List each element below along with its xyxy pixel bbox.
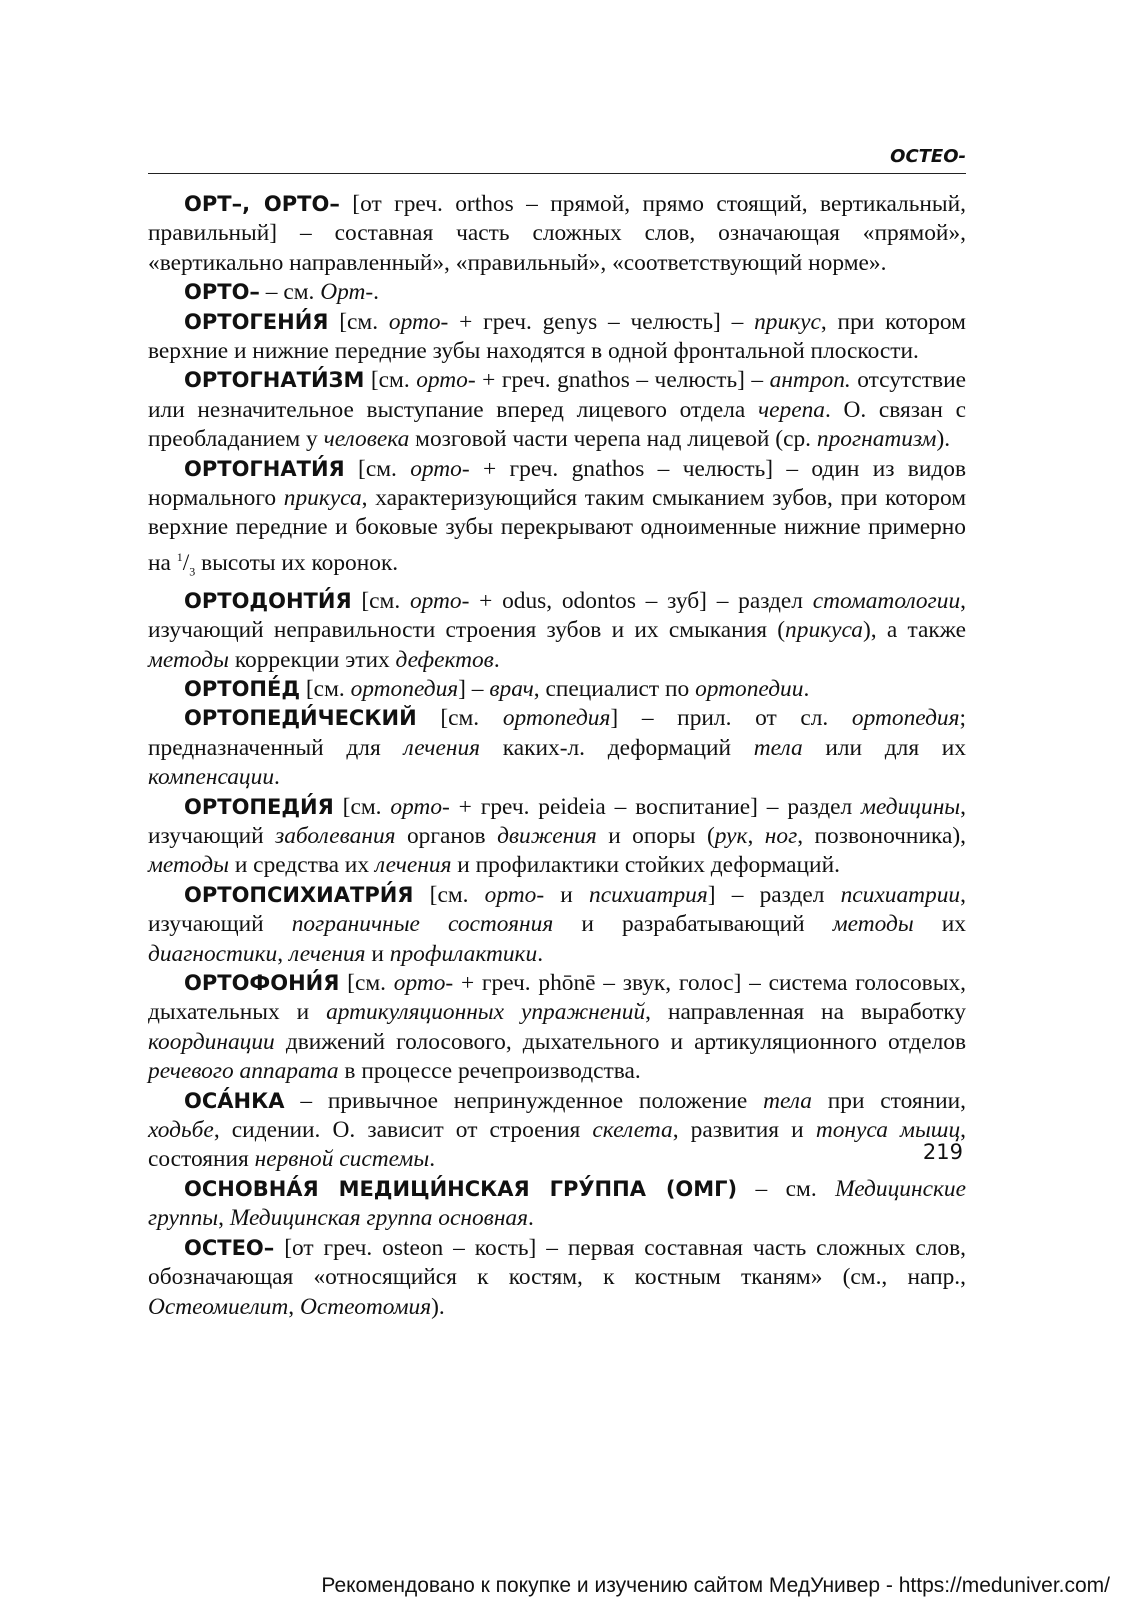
- entry-text: ; предназначенный для: [148, 705, 966, 761]
- entry-text: [см.: [333, 793, 391, 820]
- entry-text: , изучающий: [148, 881, 966, 938]
- italic-term: ортопедия: [350, 675, 459, 702]
- italic-term: Орт-: [320, 279, 374, 306]
- entry-text: , изучающий: [148, 793, 966, 849]
- entry-text: [от греч. osteon – кость] – первая составная часть сложных слов, обозначающая «относящийся к костям, к костным тканям» (см., напр.,: [148, 1234, 966, 1291]
- italic-term: антроп.: [769, 367, 851, 394]
- entry-text: [см.: [413, 881, 485, 908]
- italic-term: медицины: [861, 793, 961, 820]
- entry-text: , состояния: [148, 1117, 966, 1173]
- italic-term: пограничные состояния: [291, 911, 554, 938]
- entry-text: в процессе речепроизводства.: [338, 1058, 641, 1085]
- italic-term: орто-: [484, 881, 545, 908]
- entry-text: ), а также: [862, 617, 967, 644]
- italic-term: ходьбе: [148, 1117, 214, 1144]
- italic-term: Остеомиелит: [148, 1293, 289, 1320]
- entry-text: органов: [395, 823, 498, 849]
- entry-text: ).: [431, 1293, 445, 1320]
- entry-headword: ОРТОДОНТИ́Я: [184, 588, 352, 613]
- page-number: 219: [922, 1140, 963, 1164]
- entry-osanka: [148, 1087, 966, 1175]
- entry-text: , сидении. О. зависит от строения: [213, 1117, 593, 1144]
- entry-headword: ОРТОПСИХИАТРИ́Я: [184, 882, 414, 907]
- italic-term: черепа: [757, 396, 825, 423]
- italic-term: психиатрии: [840, 881, 961, 908]
- entry-text: – привычное непринужденное положение: [284, 1087, 764, 1114]
- entry-text: ,: [277, 940, 289, 967]
- footer-note: Рекомендовано к покупке и изучению сайтом МедУнивер - https://meduniver.com/: [321, 1574, 1110, 1597]
- italic-term: дефектов: [395, 646, 494, 673]
- italic-term: орто-: [388, 308, 449, 335]
- entry-text: + греч. phōnē – звук, голос] – система голосовых, дыхательных и: [148, 970, 966, 1026]
- italic-term: ортопедия: [851, 705, 960, 732]
- entry-text: .: [429, 1146, 436, 1173]
- italic-term: компенсации: [148, 764, 275, 791]
- entry-ortopedicheskiy: [148, 704, 966, 792]
- italic-term: ног: [764, 823, 798, 849]
- entry-omg: [148, 1175, 966, 1234]
- entry-text: ).: [936, 426, 951, 453]
- entry-ortopsihiatriya: [148, 881, 966, 969]
- running-head: [148, 143, 966, 174]
- entry-text: [см.: [339, 970, 394, 997]
- entry-text: .: [528, 1205, 534, 1232]
- entry-text: , характеризующийся таким смыканием зубов, при котором верхние передние и боковые зубы перекрывают одноименные нижние примерно на: [148, 485, 966, 576]
- italic-term: орто-: [393, 970, 454, 997]
- italic-term: движения: [497, 823, 597, 849]
- entry-text: каких-л. деформаций: [480, 734, 754, 761]
- entry-headword: ОРТОГНАТИ́Я: [184, 456, 345, 481]
- italic-term: психиатрия: [589, 881, 708, 908]
- italic-term: лечения: [403, 734, 481, 761]
- entry-headword: ОРТОПЕ́Д: [184, 676, 301, 701]
- entry-osteo: [148, 1234, 966, 1322]
- entry-text: и: [544, 881, 590, 908]
- entry-headword: ОРТО–: [184, 280, 260, 305]
- italic-term: лечения: [288, 940, 366, 967]
- italic-term: прогнатизм: [816, 426, 937, 453]
- entry-text: высоты их коронок.: [195, 549, 399, 576]
- entry-text: [см.: [364, 367, 417, 394]
- italic-term: орто-: [409, 587, 470, 614]
- italic-term: врач: [489, 675, 534, 702]
- entry-text: их: [913, 911, 966, 938]
- entry-text: , развития и: [672, 1117, 816, 1144]
- italic-term: рук: [714, 823, 748, 849]
- entry-text: .: [803, 675, 810, 702]
- entry-headword: ОРТОПЕДИ́Я: [184, 794, 334, 819]
- entry-text: ,: [218, 1205, 230, 1232]
- entry-text: . О. связан с преобладанием у: [148, 396, 967, 453]
- entry-text: + греч. gnathos – челюсть] – один из видов нормального: [148, 455, 966, 512]
- entry-ort: [148, 190, 966, 278]
- entry-text: ,: [747, 823, 765, 849]
- italic-term: профилактики: [389, 940, 538, 967]
- entry-ortodontiya: [148, 587, 966, 675]
- italic-term: координации: [148, 1028, 275, 1055]
- italic-term: артикуляционных упражнений: [326, 999, 646, 1026]
- entry-headword: ОРТОГНАТИ́ЗМ: [184, 368, 365, 393]
- entry-text: [см.: [351, 587, 410, 614]
- entry-ortogeniya: [148, 308, 966, 367]
- entry-text: , специалист по: [533, 675, 696, 702]
- fraction-denominator: 3: [189, 564, 196, 579]
- entry-text: .: [274, 764, 280, 791]
- entry-text: коррекции этих: [228, 646, 396, 673]
- italic-term: прикуса: [785, 617, 863, 644]
- italic-term: ортопедия: [502, 705, 611, 732]
- italic-term: орто-: [410, 455, 470, 482]
- entry-text: , изучающий неправильности строения зубов и их смыкания (: [148, 587, 966, 644]
- entry-text: [от греч. orthos – прямой, прямо стоящий, вертикальный, правильный] – составная часть сложных слов, означающая «прямой», «вертикально направленный», «правильный», «соответствующий норме».: [148, 191, 966, 276]
- entry-text: движений голосового, дыхательного и артикуляционного отделов: [274, 1028, 966, 1055]
- entry-headword: ОСТЕО–: [184, 1235, 275, 1260]
- entry-headword: ОСНОВНА́Я МЕДИЦИ́НСКАЯ ГРУ́ППА (ОМГ): [184, 1176, 738, 1201]
- entry-text: [см.: [300, 675, 351, 702]
- entry-text: [см.: [328, 308, 389, 335]
- italic-term: лечения: [374, 852, 452, 879]
- italic-term: стоматологии: [812, 587, 961, 614]
- italic-term: речевого аппарата: [148, 1058, 339, 1085]
- italic-term: скелета: [592, 1117, 673, 1144]
- entry-text: + греч. gnathos – челюсть] –: [475, 367, 770, 394]
- entry-text: , позвоночника),: [797, 823, 966, 849]
- italic-term: прикуса: [283, 485, 362, 512]
- italic-term: тела: [753, 734, 803, 761]
- entry-text: [см.: [416, 705, 503, 732]
- italic-term: методы: [148, 852, 229, 879]
- entry-text: ] – раздел: [707, 881, 841, 908]
- fraction: $^1/_3$: [176, 549, 196, 579]
- entry-orto: [148, 278, 966, 307]
- entry-text: + греч. genys – челюсть] –: [448, 308, 755, 335]
- italic-term: методы: [832, 911, 914, 938]
- italic-term: нервной системы: [254, 1146, 430, 1173]
- italic-term: Медицинская группа основная: [229, 1205, 529, 1232]
- entry-text: + odus, odontos – зуб] – раздел: [469, 587, 813, 614]
- italic-term: диагностики: [148, 940, 278, 967]
- italic-term: Медицинские группы: [148, 1175, 966, 1232]
- entry-ortognatizm: [148, 366, 966, 454]
- running-head-text: ОСТЕО-: [890, 146, 966, 167]
- entry-text: и опоры (: [596, 823, 715, 849]
- italic-term: орто-: [390, 793, 450, 820]
- entry-headword: ОРТОГЕНИ́Я: [184, 309, 329, 334]
- entry-text: – см.: [259, 279, 321, 306]
- entry-ortofoniya: [148, 969, 966, 1087]
- entry-text: , при котором верхние и нижние передние зубы находятся в одной фронтальной плоскости.: [148, 308, 966, 365]
- italic-term: ортопедии: [695, 675, 804, 702]
- entry-text: – см.: [737, 1175, 836, 1202]
- italic-term: тонуса мышц: [815, 1117, 961, 1144]
- entry-text: и: [365, 940, 390, 967]
- entry-text: и средства их: [228, 852, 375, 879]
- entry-text: или для их: [802, 734, 967, 761]
- entry-text: отсутствие или незначительное выступание вперед лицевого отдела: [148, 367, 966, 423]
- entry-text: мозговой части черепа над лицевой (ср.: [409, 426, 817, 453]
- entry-text: ] – прил. от сл.: [610, 705, 852, 732]
- entry-text: .: [537, 940, 544, 967]
- entry-text: .: [493, 646, 500, 673]
- entry-text: и профилактики стойких деформаций.: [451, 852, 840, 879]
- italic-term: Остеотомия: [299, 1293, 432, 1320]
- entry-headword: ОСА́НКА: [184, 1088, 285, 1113]
- entry-ortognatiya: [148, 455, 966, 587]
- entry-text: ,: [288, 1293, 300, 1320]
- entry-text: при стоянии,: [811, 1087, 966, 1114]
- entry-text: ] –: [458, 675, 490, 702]
- entry-ortoped: [148, 675, 966, 704]
- italic-term: прикус: [754, 308, 821, 335]
- italic-term: тела: [763, 1087, 812, 1114]
- entry-headword: ОРТ–, ОРТО–: [184, 192, 340, 216]
- italic-term: заболевания: [275, 823, 396, 849]
- entry-text: .: [373, 279, 380, 306]
- italic-term: методы: [148, 646, 229, 673]
- entry-text: + греч. peideia – воспитание] – раздел: [449, 793, 862, 820]
- entry-ortopediya: [148, 793, 966, 881]
- italic-term: человека: [323, 426, 410, 453]
- entry-headword: ОРТОПЕДИ́ЧЕСКИЙ: [184, 706, 417, 731]
- fraction-numerator: 1: [176, 549, 183, 564]
- entry-text: , направленная на выработку: [645, 999, 966, 1026]
- entry-headword: ОРТОФОНИ́Я: [184, 971, 340, 996]
- entry-text: [см.: [344, 455, 411, 482]
- entry-text: и разрабатывающий: [553, 911, 833, 938]
- italic-term: орто-: [416, 367, 476, 394]
- dictionary-entries: [148, 190, 966, 1322]
